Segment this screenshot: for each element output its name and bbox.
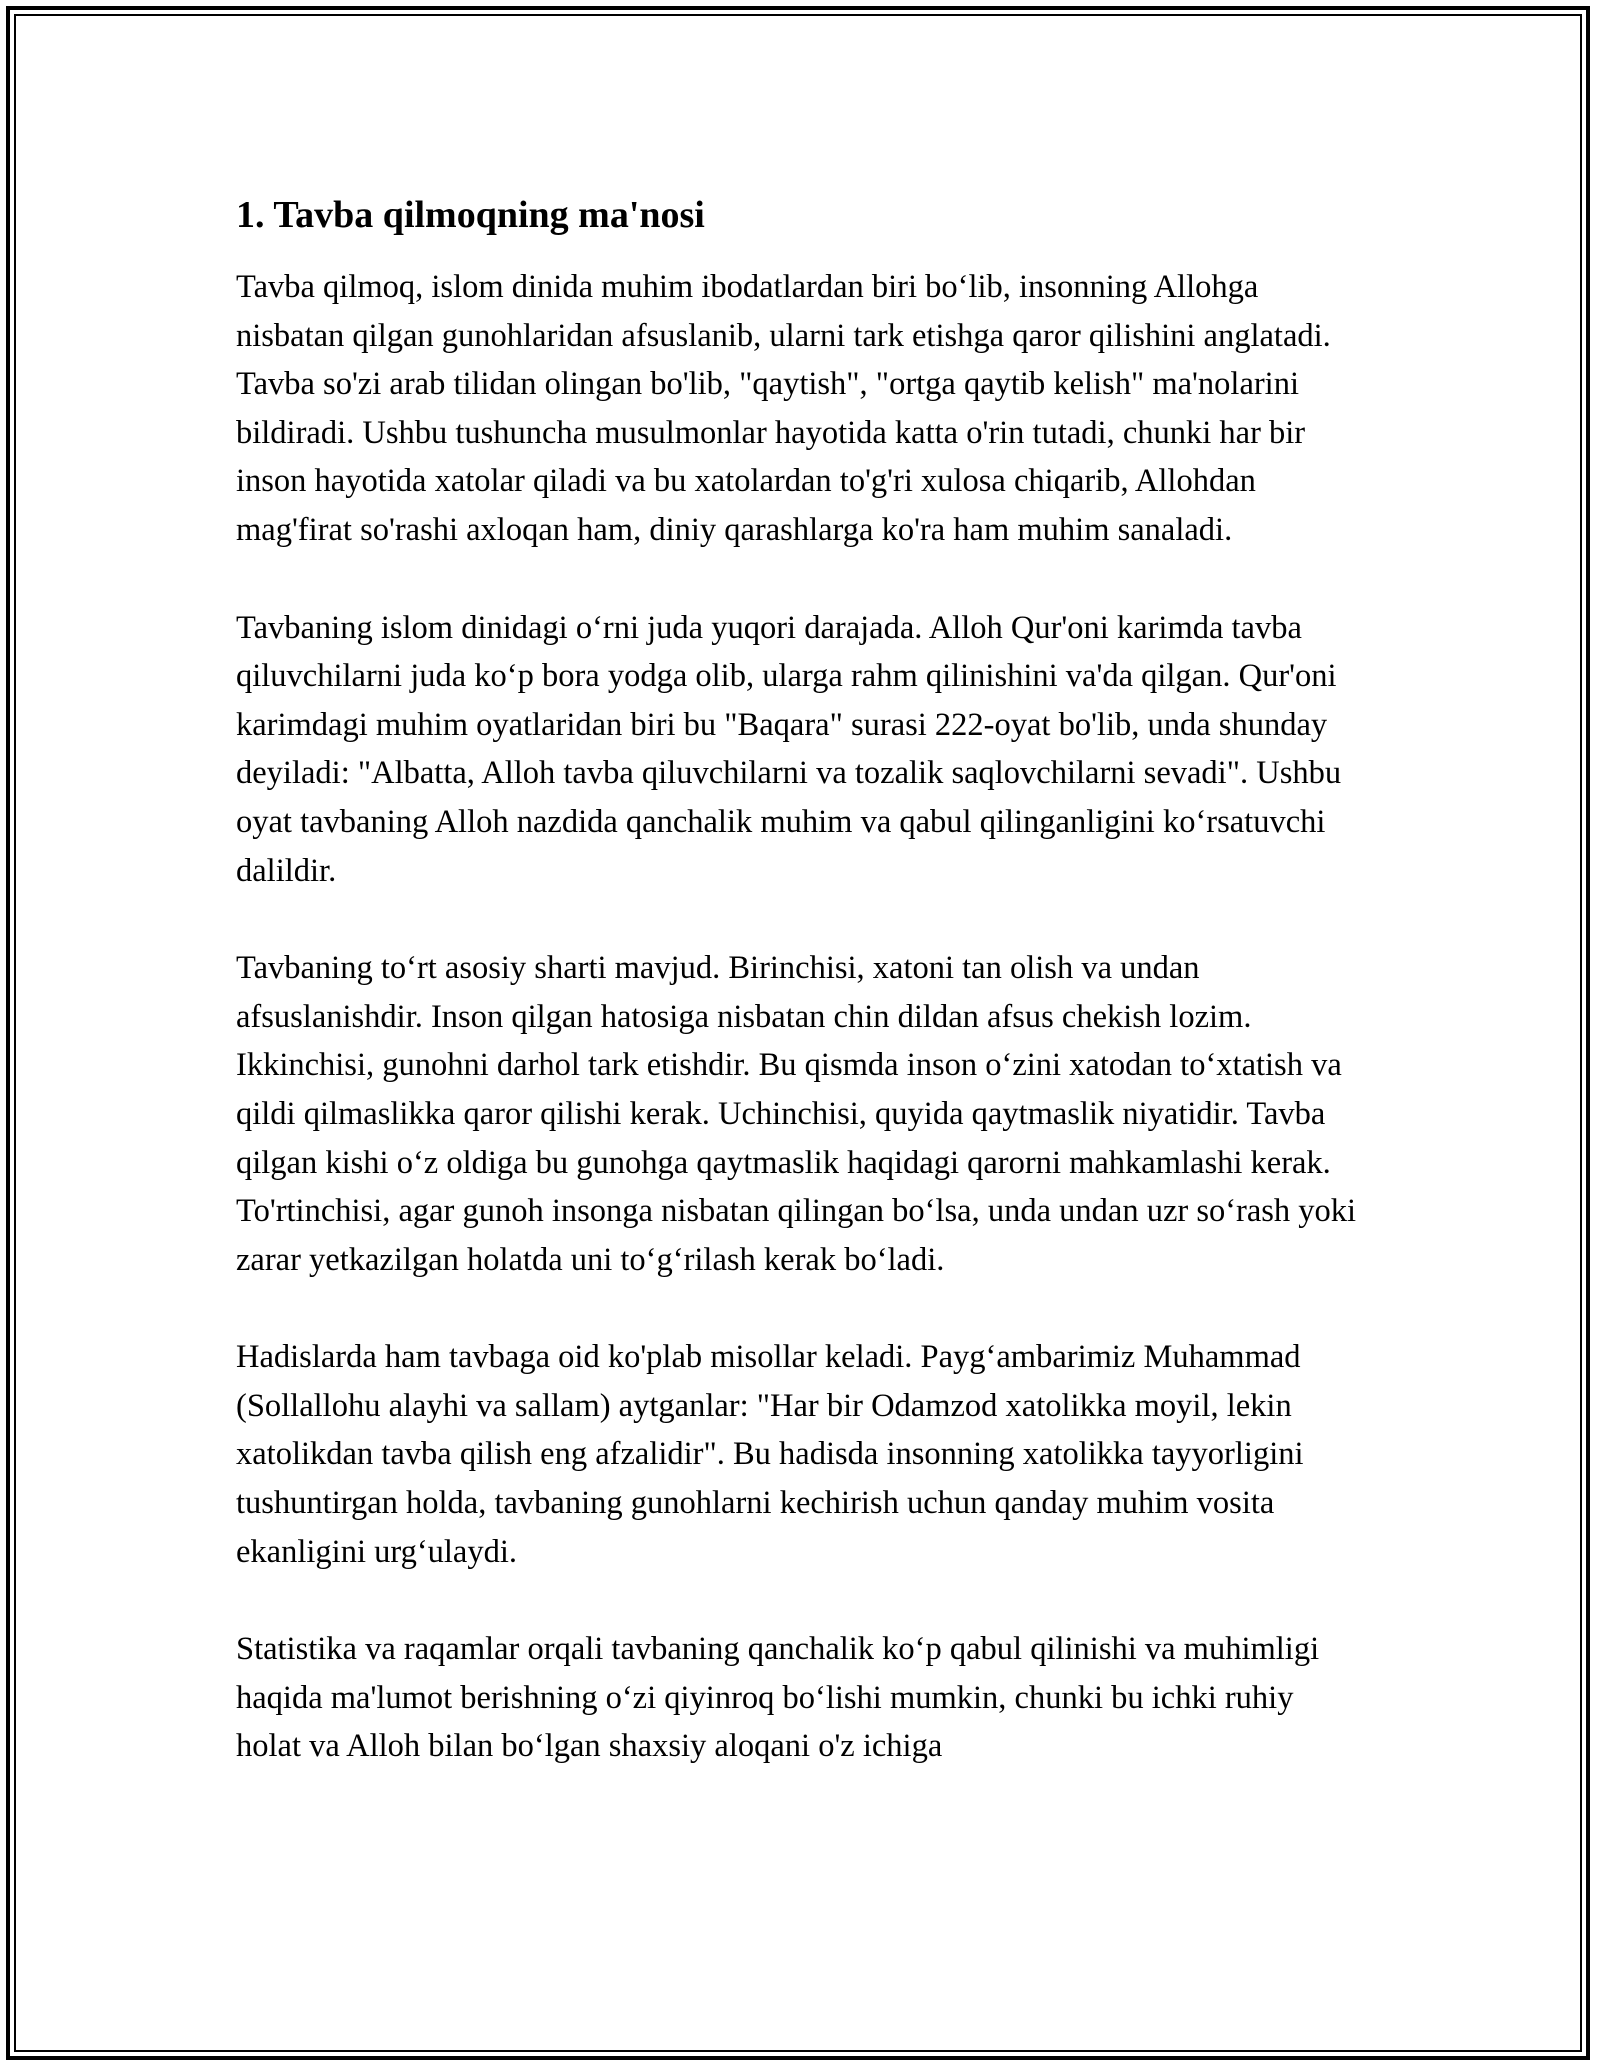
- paragraph-place-in-islam: Tavbaning islom dinidagi o‘rni juda yuqori darajada. Alloh Qur'oni karimda tavba qiluvchilarni juda ko‘p bora yodga olib, ularga rahm qilinishini va'da qilgan. Qur'oni karimdagi muhim oyatlaridan biri bu "Baqara" surasi 222-oyat bo'lib, unda shunday deyiladi: "Albatta, Alloh tavba qiluvchilarni va tozalik saqlovchilarni sevadi". Ushbu oyat tavbaning Alloh nazdida qanchalik muhim va qabul qilinganligini ko‘rsatuvchi dalildir.: [236, 609, 1342, 889]
- section-heading: 1. Tavba qilmoqning ma'nosi: [236, 194, 705, 236]
- paragraph-meaning: Tavba qilmoq, islom dinida muhim ibodatlardan biri bo‘lib, insonning Allohga nisbatan qilgan gunohlaridan afsuslanib, ularni tark etishga qaror qilishini anglatadi. Tavba so'zi arab tilidan olingan bo'lib, "qaytish", "ortga qaytib kelish" ma'nolarini bildiradi. Ushbu tushuncha musulmonlar hayotida katta o'rin tutadi, chunki har bir inson hayotida xatolar qiladi va bu xatolardan to'g'ri xulosa chiqarib, Allohdan mag'firat so'rashi axloqan ham, diniy qarashlarga ko'ra ham muhim sanaladi.: [236, 269, 1331, 548]
- paragraph-statistics: Statistika va raqamlar orqali tavbaning qanchalik ko‘p qabul qilinishi va muhimligi haqida ma'lumot berishning o‘zi qiyinroq bo‘lishi mumkin, chunki bu ichki ruhiy holat va Alloh bilan bo‘lgan shaxsiy aloqani o'z ichiga: [236, 1631, 1320, 1765]
- paragraph-hadiths: Hadislarda ham tavbaga oid ko'plab misollar keladi. Payg‘ambarimiz Muhammad (Sollallohu alayhi va sallam) aytganlar: "Har bir Odamzod xatolikka moyil, lekin xatolikdan tavba qilish eng afzalidir". Bu hadisda insonning xatolikka tayyorligini tushuntirgan holda, tavbaning gunohlarni kechirish uchun qanday muhim vosita ekanligini urg‘ulaydi.: [236, 1339, 1304, 1570]
- paragraph-conditions: Tavbaning to‘rt asosiy sharti mavjud. Birinchisi, xatoni tan olish va undan afsuslanishdir. Inson qilgan hatosiga nisbatan chin dildan afsus chekish lozim. Ikkinchisi, gunohni darhol tark etishdir. Bu qismda inson o‘zini xatodan to‘xtatish va qildi qilmaslikka qaror qilishi kerak. Uchinchisi, quyida qaytmaslik niyatidir. Tavba qilgan kishi o‘z oldiga bu gunohga qaytmaslik haqidagi qarorni mahkamlashi kerak. To'rtinchisi, agar gunoh insonga nisbatan qilingan bo‘lsa, unda undan uzr so‘rash yoki zarar yetkazilgan holatda uni to‘g‘rilash kerak bo‘ladi.: [236, 950, 1357, 1278]
- document-body: [236, 187, 1366, 1820]
